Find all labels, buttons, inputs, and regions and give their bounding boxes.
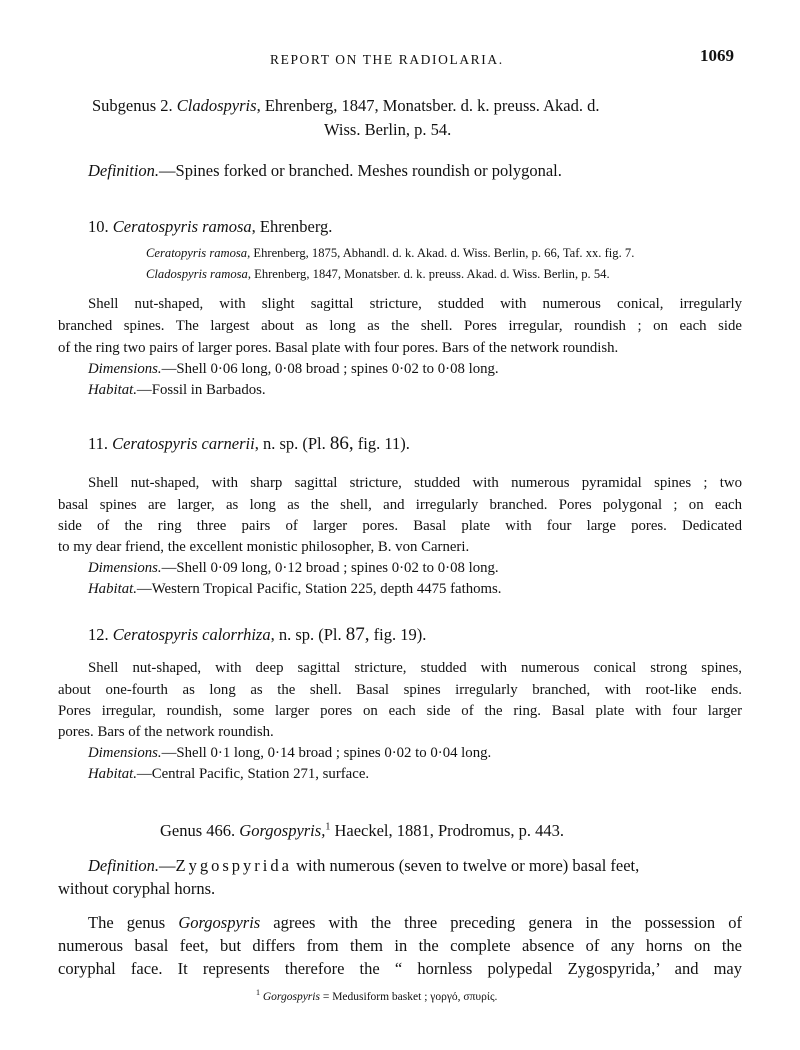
definition-label: Definition. [88, 161, 160, 180]
subgenus-citation: , Ehrenberg, 1847, Monatsber. d. k. preuss. Akad. d. [256, 96, 600, 115]
plate-number: 86, [329, 433, 354, 454]
dimensions-label: Dimensions. [88, 745, 162, 761]
species-12-habitat [88, 766, 369, 783]
subgenus-definition [88, 161, 562, 181]
figure-ref: fig. 19). [373, 625, 427, 644]
paragraph-line-2: numerous basal feet, but differs from them in the complete absence of any horns on the [58, 936, 742, 955]
species-12-desc-line-2: about one-fourth as long as the shell. Basal spines irregularly branched, with root-like ends. [58, 682, 742, 698]
species-11-habitat [88, 581, 502, 598]
paragraph-text: The genus [88, 913, 179, 932]
synonym-name: Cladospyris ramosa [146, 267, 248, 281]
species-10-desc-line-3: of the ring two pairs of larger pores. Basal plate with four pores. Bars of the network roundish. [58, 340, 619, 356]
species-name: Ceratospyris calorrhiza [112, 625, 271, 644]
figure-ref: fig. 11). [357, 434, 410, 453]
habitat-text: —Central Pacific, Station 271, surface. [136, 766, 370, 782]
species-11-desc-line-4: to my dear friend, the excellent monistic philosopher, B. von Carneri. [58, 539, 470, 555]
species-number: 12. [88, 625, 109, 644]
synonym-ref: , Ehrenberg, 1875, Abhandl. d. k. Akad. d. Wiss. Berlin, p. 66, Taf. xx. fig. 7. [247, 246, 635, 260]
plate-number: 87, [345, 624, 370, 645]
species-12-desc-line-3: Pores irregular, roundish, some larger pores on each side of the ring. Basal plate with four larger [58, 703, 742, 719]
genus-heading [160, 821, 564, 841]
subgenus-citation-line2: Wiss. Berlin, p. 54. [324, 120, 452, 139]
habitat-text: —Western Tropical Pacific, Station 225, depth 4475 fathoms. [136, 581, 502, 597]
species-author: , Ehrenberg. [251, 217, 333, 236]
species-name: Ceratospyris ramosa [112, 217, 252, 236]
paragraph-line-3: coryphal face. It represents therefore the “ hornless polypedal Zygospyrida,’ and may [58, 959, 742, 978]
subgenus-heading [92, 96, 600, 116]
species-11-heading [88, 433, 410, 455]
species-10-habitat [88, 382, 266, 399]
species-12-heading [88, 624, 426, 646]
species-11-desc-line-2: basal spines are larger, as long as the shell, and irregularly branched. Pores polygonal ; on each [58, 497, 742, 513]
species-author: , n. sp. (Pl. [254, 434, 326, 453]
paragraph-text: agrees with the three preceding genera in the possession of [260, 913, 742, 932]
species-11-dimensions [88, 560, 499, 577]
species-10-desc-line-2: branched spines. The largest about as long as the shell. Pores irregular, roundish ; on each side [58, 318, 742, 334]
subgenus-prefix: Subgenus 2. [92, 96, 173, 115]
footnote [256, 988, 497, 1003]
species-number: 11. [88, 434, 109, 453]
dimensions-text: —Shell 0·06 long, 0·08 broad ; spines 0·02 to 0·08 long. [161, 361, 499, 377]
dimensions-text: —Shell 0·09 long, 0·12 broad ; spines 0·02 to 0·08 long. [161, 560, 499, 576]
footnote-number: 1 [256, 988, 260, 997]
habitat-label: Habitat. [88, 581, 137, 597]
genus-definition-line-2: without coryphal horns. [58, 879, 216, 898]
species-10-synonym-1 [146, 246, 634, 261]
definition-dash: — [159, 856, 176, 875]
habitat-label: Habitat. [88, 766, 137, 782]
species-10-dimensions [88, 361, 499, 378]
species-number: 10. [88, 217, 109, 236]
species-12-desc-line-4: pores. Bars of the network roundish. [58, 724, 274, 740]
species-author: , n. sp. (Pl. [270, 625, 342, 644]
species-12-desc-line-1: Shell nut-shaped, with deep sagittal stricture, studded with numerous conical strong spines, [88, 660, 742, 676]
genus-citation: Haeckel, 1881, Prodromus, p. 443. [330, 821, 565, 840]
footnote-term: Gorgospyris [262, 990, 320, 1003]
dimensions-label: Dimensions. [88, 560, 162, 576]
genus-prefix: Genus 466. [160, 821, 236, 840]
subgenus-name: Cladospyris [176, 96, 257, 115]
genus-definition-line-1 [88, 856, 639, 876]
running-title: REPORT ON THE RADIOLARIA. [270, 52, 504, 67]
definition-text: with numerous (seven to twelve or more) basal feet, [291, 856, 640, 875]
synonym-name: Ceratopyris ramosa [146, 246, 248, 260]
species-10-synonym-2 [146, 267, 610, 282]
page-number: 1069 [700, 46, 734, 65]
paragraph-line-1 [88, 913, 742, 933]
footnote-mark: 1 [325, 821, 331, 833]
definition-label: Definition. [88, 856, 160, 875]
genus-name: Gorgospyris, [239, 821, 326, 840]
species-10-heading [88, 217, 332, 237]
species-name: Ceratospyris carnerii [112, 434, 255, 453]
dimensions-text: —Shell 0·1 long, 0·14 broad ; spines 0·02 to 0·04 long. [161, 745, 492, 761]
habitat-text: —Fossil in Barbados. [136, 382, 266, 398]
synonym-ref: , Ehrenberg, 1847, Monatsber. d. k. preuss. Akad. d. Wiss. Berlin, p. 54. [247, 267, 610, 281]
footnote-text: = Medusiform basket ; γοργό, σπυρίς. [319, 990, 498, 1003]
dimensions-label: Dimensions. [88, 361, 162, 377]
habitat-label: Habitat. [88, 382, 137, 398]
species-12-dimensions [88, 745, 491, 762]
species-10-desc-line-1: Shell nut-shaped, with slight sagittal stricture, studded with numerous conical, irregularly [88, 296, 742, 312]
definition-text: —Spines forked or branched. Meshes roundish or polygonal. [159, 161, 562, 180]
species-11-desc-line-1: Shell nut-shaped, with sharp sagittal stricture, studded with numerous pyramidal spines ; two [88, 475, 742, 491]
definition-spaced-word: Zygospyrida [175, 856, 292, 875]
paragraph-genus-name: Gorgospyris [178, 913, 261, 932]
species-11-desc-line-3: side of the ring three pairs of larger pores. Basal plate with four large pores. Dedicated [58, 518, 742, 534]
